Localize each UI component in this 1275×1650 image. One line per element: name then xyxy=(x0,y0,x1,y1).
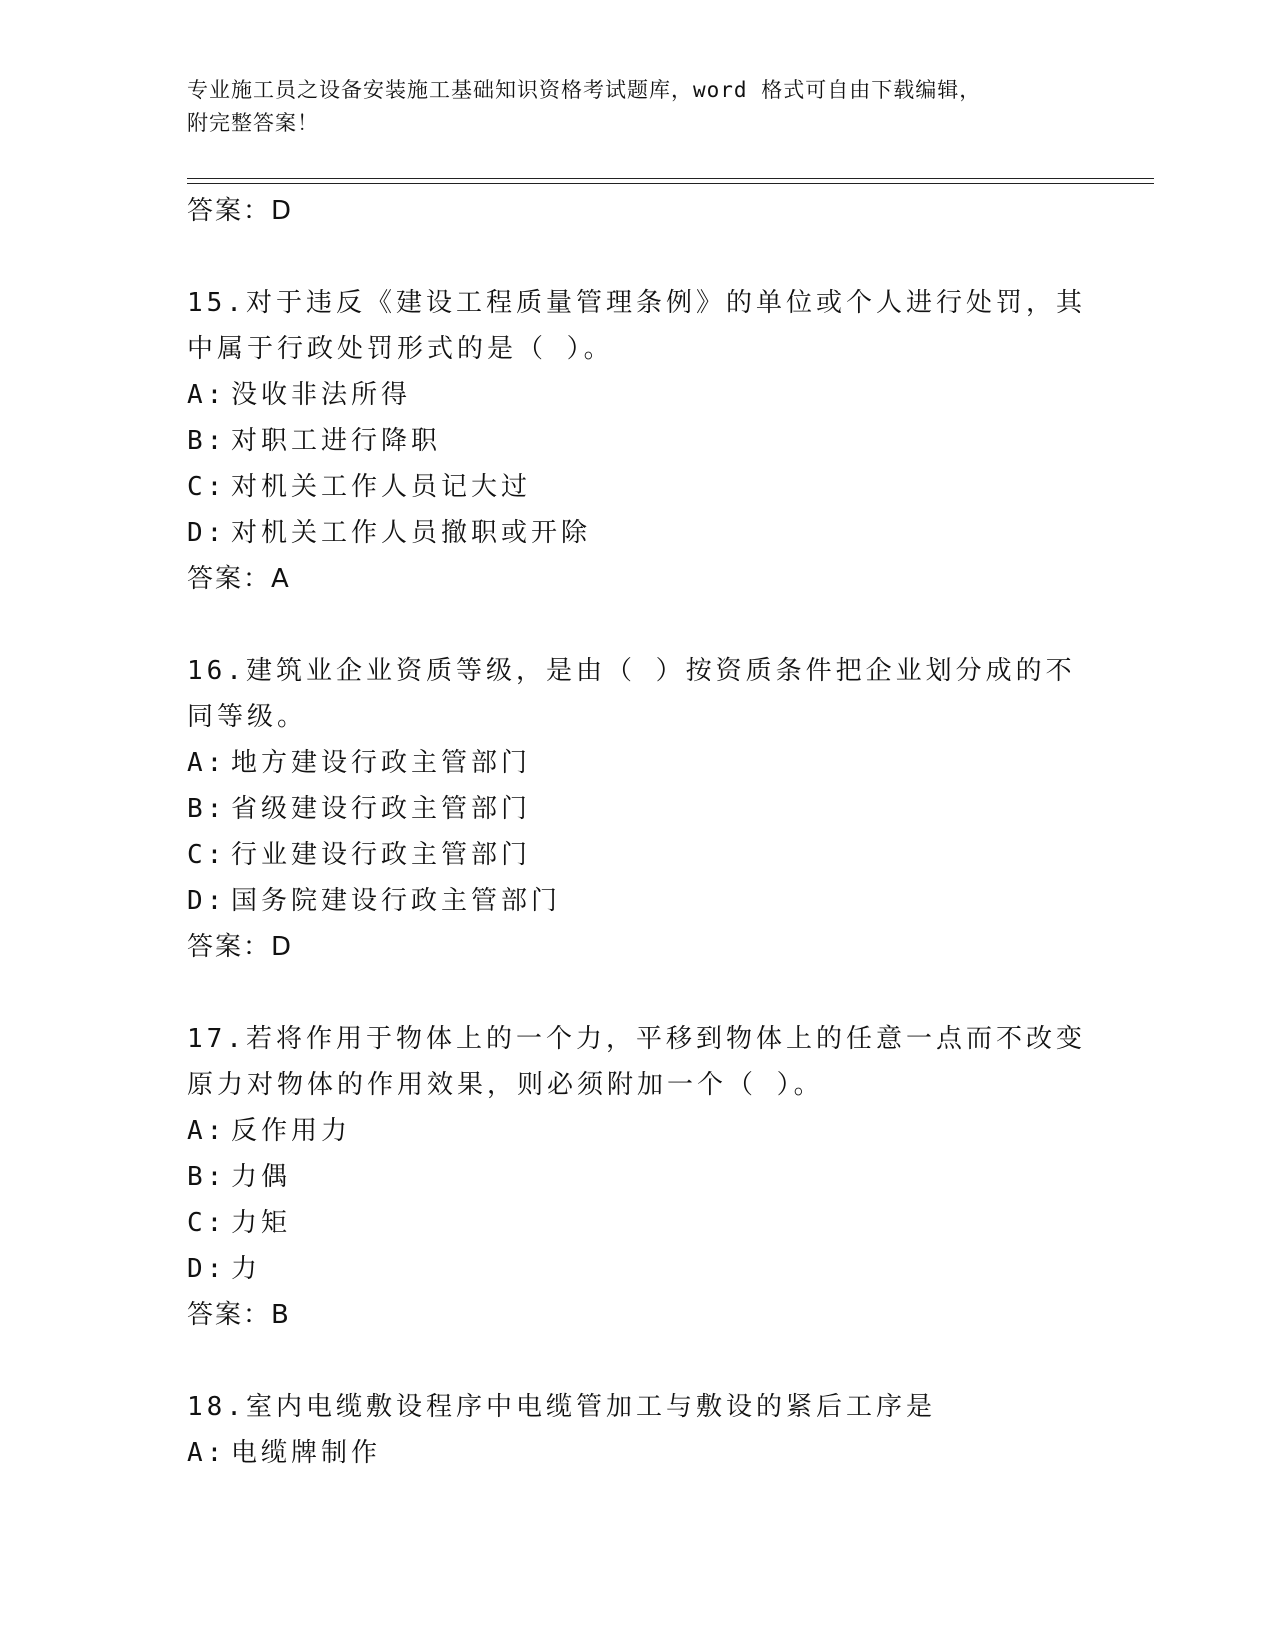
header-divider-bottom xyxy=(187,183,1154,184)
header-line-1: 专业施工员之设备安装施工基础知识资格考试题库，word 格式可自由下载编辑， xyxy=(187,78,982,102)
option-text: 省级建设行政主管部门 xyxy=(231,794,532,824)
option-text: 力 xyxy=(231,1254,262,1284)
option-letter: D: xyxy=(187,886,227,916)
option-text: 行业建设行政主管部门 xyxy=(231,840,532,870)
option-d xyxy=(187,878,1087,924)
option-c xyxy=(187,464,1087,510)
question-text: 18.室内电缆敷设程序中电缆管加工与敷设的紧后工序是 xyxy=(187,1392,936,1422)
option-text: 反作用力 xyxy=(231,1116,352,1146)
option-text: 对职工进行降职 xyxy=(231,426,442,456)
option-text: 没收非法所得 xyxy=(231,380,412,410)
question-17 xyxy=(187,1016,1087,1338)
option-a xyxy=(187,372,1087,418)
question-18 xyxy=(187,1384,1087,1476)
option-letter: A: xyxy=(187,1438,227,1468)
option-c xyxy=(187,1200,1087,1246)
option-c xyxy=(187,832,1087,878)
option-letter: C: xyxy=(187,472,227,502)
question-text: 16.建筑业企业资质等级，是由（ ）按资质条件把企业划分成的不同等级。 xyxy=(187,656,1076,732)
option-text: 力偶 xyxy=(231,1162,292,1192)
question-16 xyxy=(187,648,1087,970)
option-text: 对机关工作人员记大过 xyxy=(231,472,532,502)
option-text: 对机关工作人员撤职或开除 xyxy=(231,518,592,548)
option-letter: A: xyxy=(187,748,227,778)
option-letter: B: xyxy=(187,426,227,456)
option-text: 地方建设行政主管部门 xyxy=(231,748,532,778)
answer-line: 答案：D xyxy=(187,932,294,962)
question-text: 17.若将作用于物体上的一个力，平移到物体上的任意一点而不改变原力对物体的作用效果，则必须附加一个（ ）。 xyxy=(187,1024,1086,1100)
option-letter: D: xyxy=(187,518,227,548)
option-a xyxy=(187,1430,1087,1476)
document-header xyxy=(187,74,1067,140)
option-letter: A: xyxy=(187,1116,227,1146)
option-d xyxy=(187,1246,1087,1292)
option-d xyxy=(187,510,1087,556)
option-letter: D: xyxy=(187,1254,227,1284)
answer-line: 答案：A xyxy=(187,564,291,594)
option-text: 力矩 xyxy=(231,1208,292,1238)
option-letter: C: xyxy=(187,840,227,870)
option-text: 国务院建设行政主管部门 xyxy=(231,886,562,916)
header-line-2: 附完整答案！ xyxy=(187,111,319,135)
option-a xyxy=(187,1108,1087,1154)
answer-line: 答案：D xyxy=(187,196,294,226)
option-letter: B: xyxy=(187,1162,227,1192)
question-15 xyxy=(187,280,1087,602)
answer-line: 答案：B xyxy=(187,1300,291,1330)
option-a xyxy=(187,740,1087,786)
option-b xyxy=(187,786,1087,832)
question-list xyxy=(187,188,1087,1476)
header-divider-top xyxy=(187,178,1154,179)
option-letter: C: xyxy=(187,1208,227,1238)
option-letter: A: xyxy=(187,380,227,410)
question-text: 15.对于违反《建设工程质量管理条例》的单位或个人进行处罚，其中属于行政处罚形式的是（ ）。 xyxy=(187,288,1086,364)
option-b xyxy=(187,418,1087,464)
option-b xyxy=(187,1154,1087,1200)
option-letter: B: xyxy=(187,794,227,824)
option-text: 电缆牌制作 xyxy=(231,1438,382,1468)
